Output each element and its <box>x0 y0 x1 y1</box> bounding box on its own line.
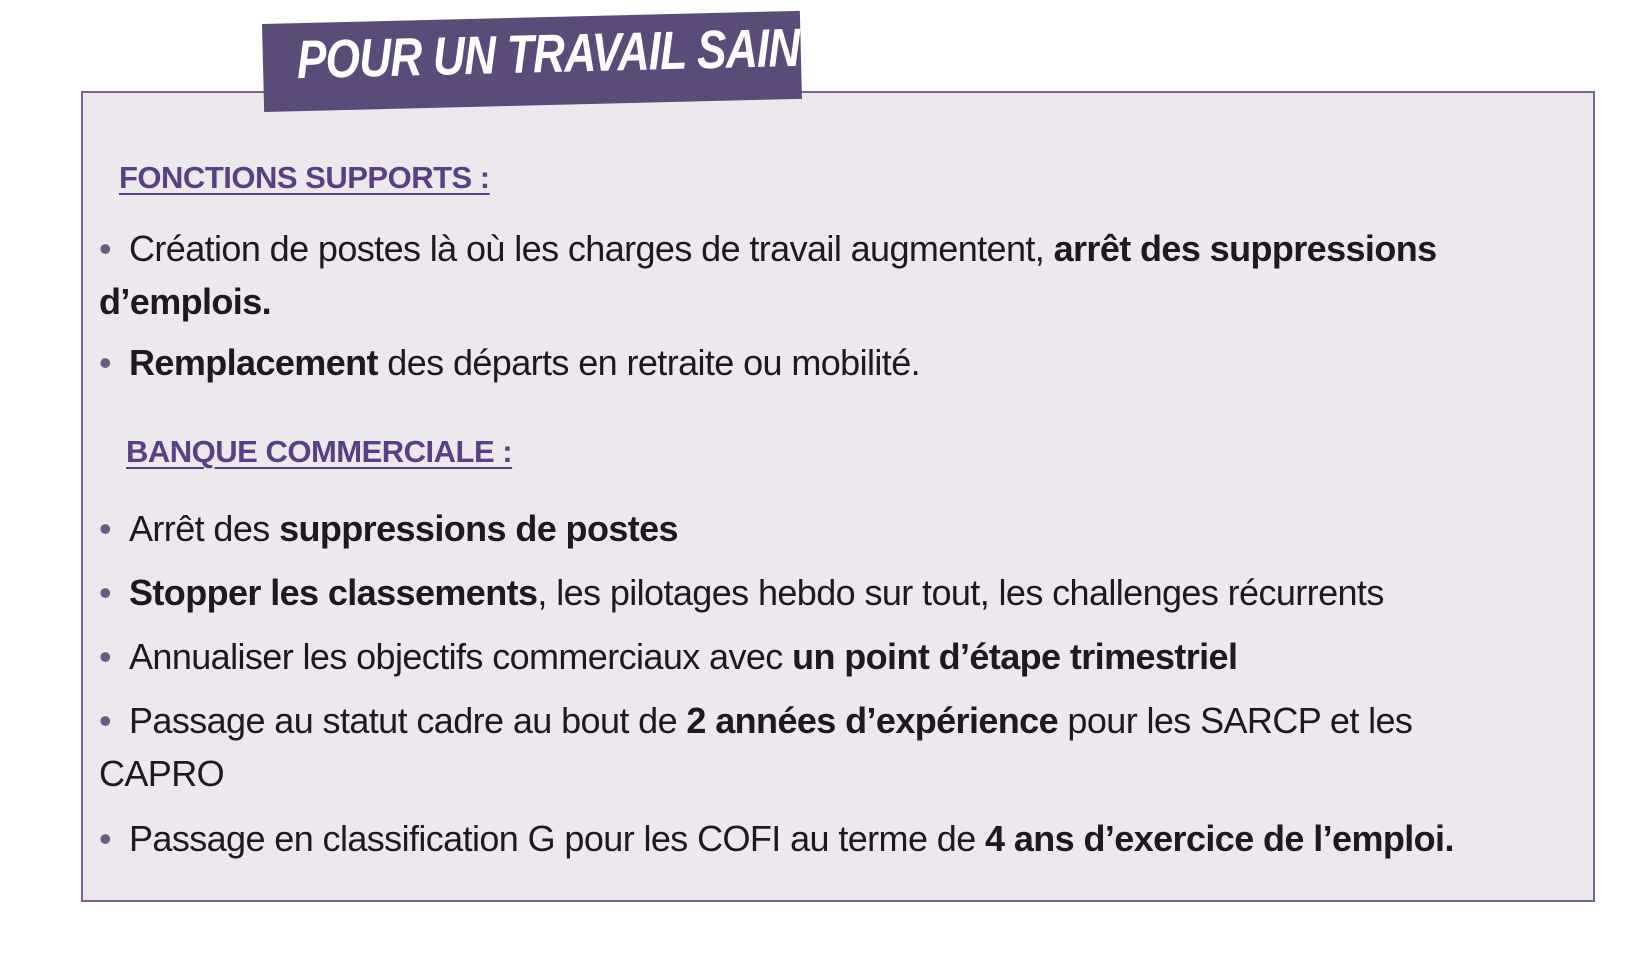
list-item: • Annualiser les objectifs commerciaux avec un point d’étape trimestriel <box>99 630 1589 683</box>
list-item: • Création de postes là où les charges de travail augmentent, arrêt des suppressions d’emplois. <box>99 222 1589 328</box>
section-title-fonctions-supports: FONCTIONS SUPPORTS : <box>119 160 490 195</box>
bullet-icon: • <box>99 636 112 677</box>
list-item: • Remplacement des départs en retraite ou mobilité. <box>99 336 1589 389</box>
section-title-banque-commerciale: BANQUE COMMERCIALE : <box>126 434 513 469</box>
banner-title: POUR UN TRAVAIL SAIN <box>296 17 801 91</box>
bullet-icon: • <box>99 700 112 741</box>
list-item: • Stopper les classements, les pilotages hebdo sur tout, les challenges récurrents <box>99 566 1589 619</box>
list-item: • Passage en classification G pour les COFI au terme de 4 ans d’exercice de l’emploi. <box>99 812 1589 865</box>
bullet-icon: • <box>99 508 112 549</box>
bullet-icon: • <box>99 228 112 269</box>
list-item: • Arrêt des suppressions de postes <box>99 502 1589 555</box>
bullet-icon: • <box>99 572 112 613</box>
bullet-icon: • <box>99 342 112 383</box>
list-item: • Passage au statut cadre au bout de 2 années d’expérience pour les SARCP et les CAPRO <box>99 694 1489 800</box>
bullet-icon: • <box>99 818 112 859</box>
title-banner <box>262 11 802 112</box>
